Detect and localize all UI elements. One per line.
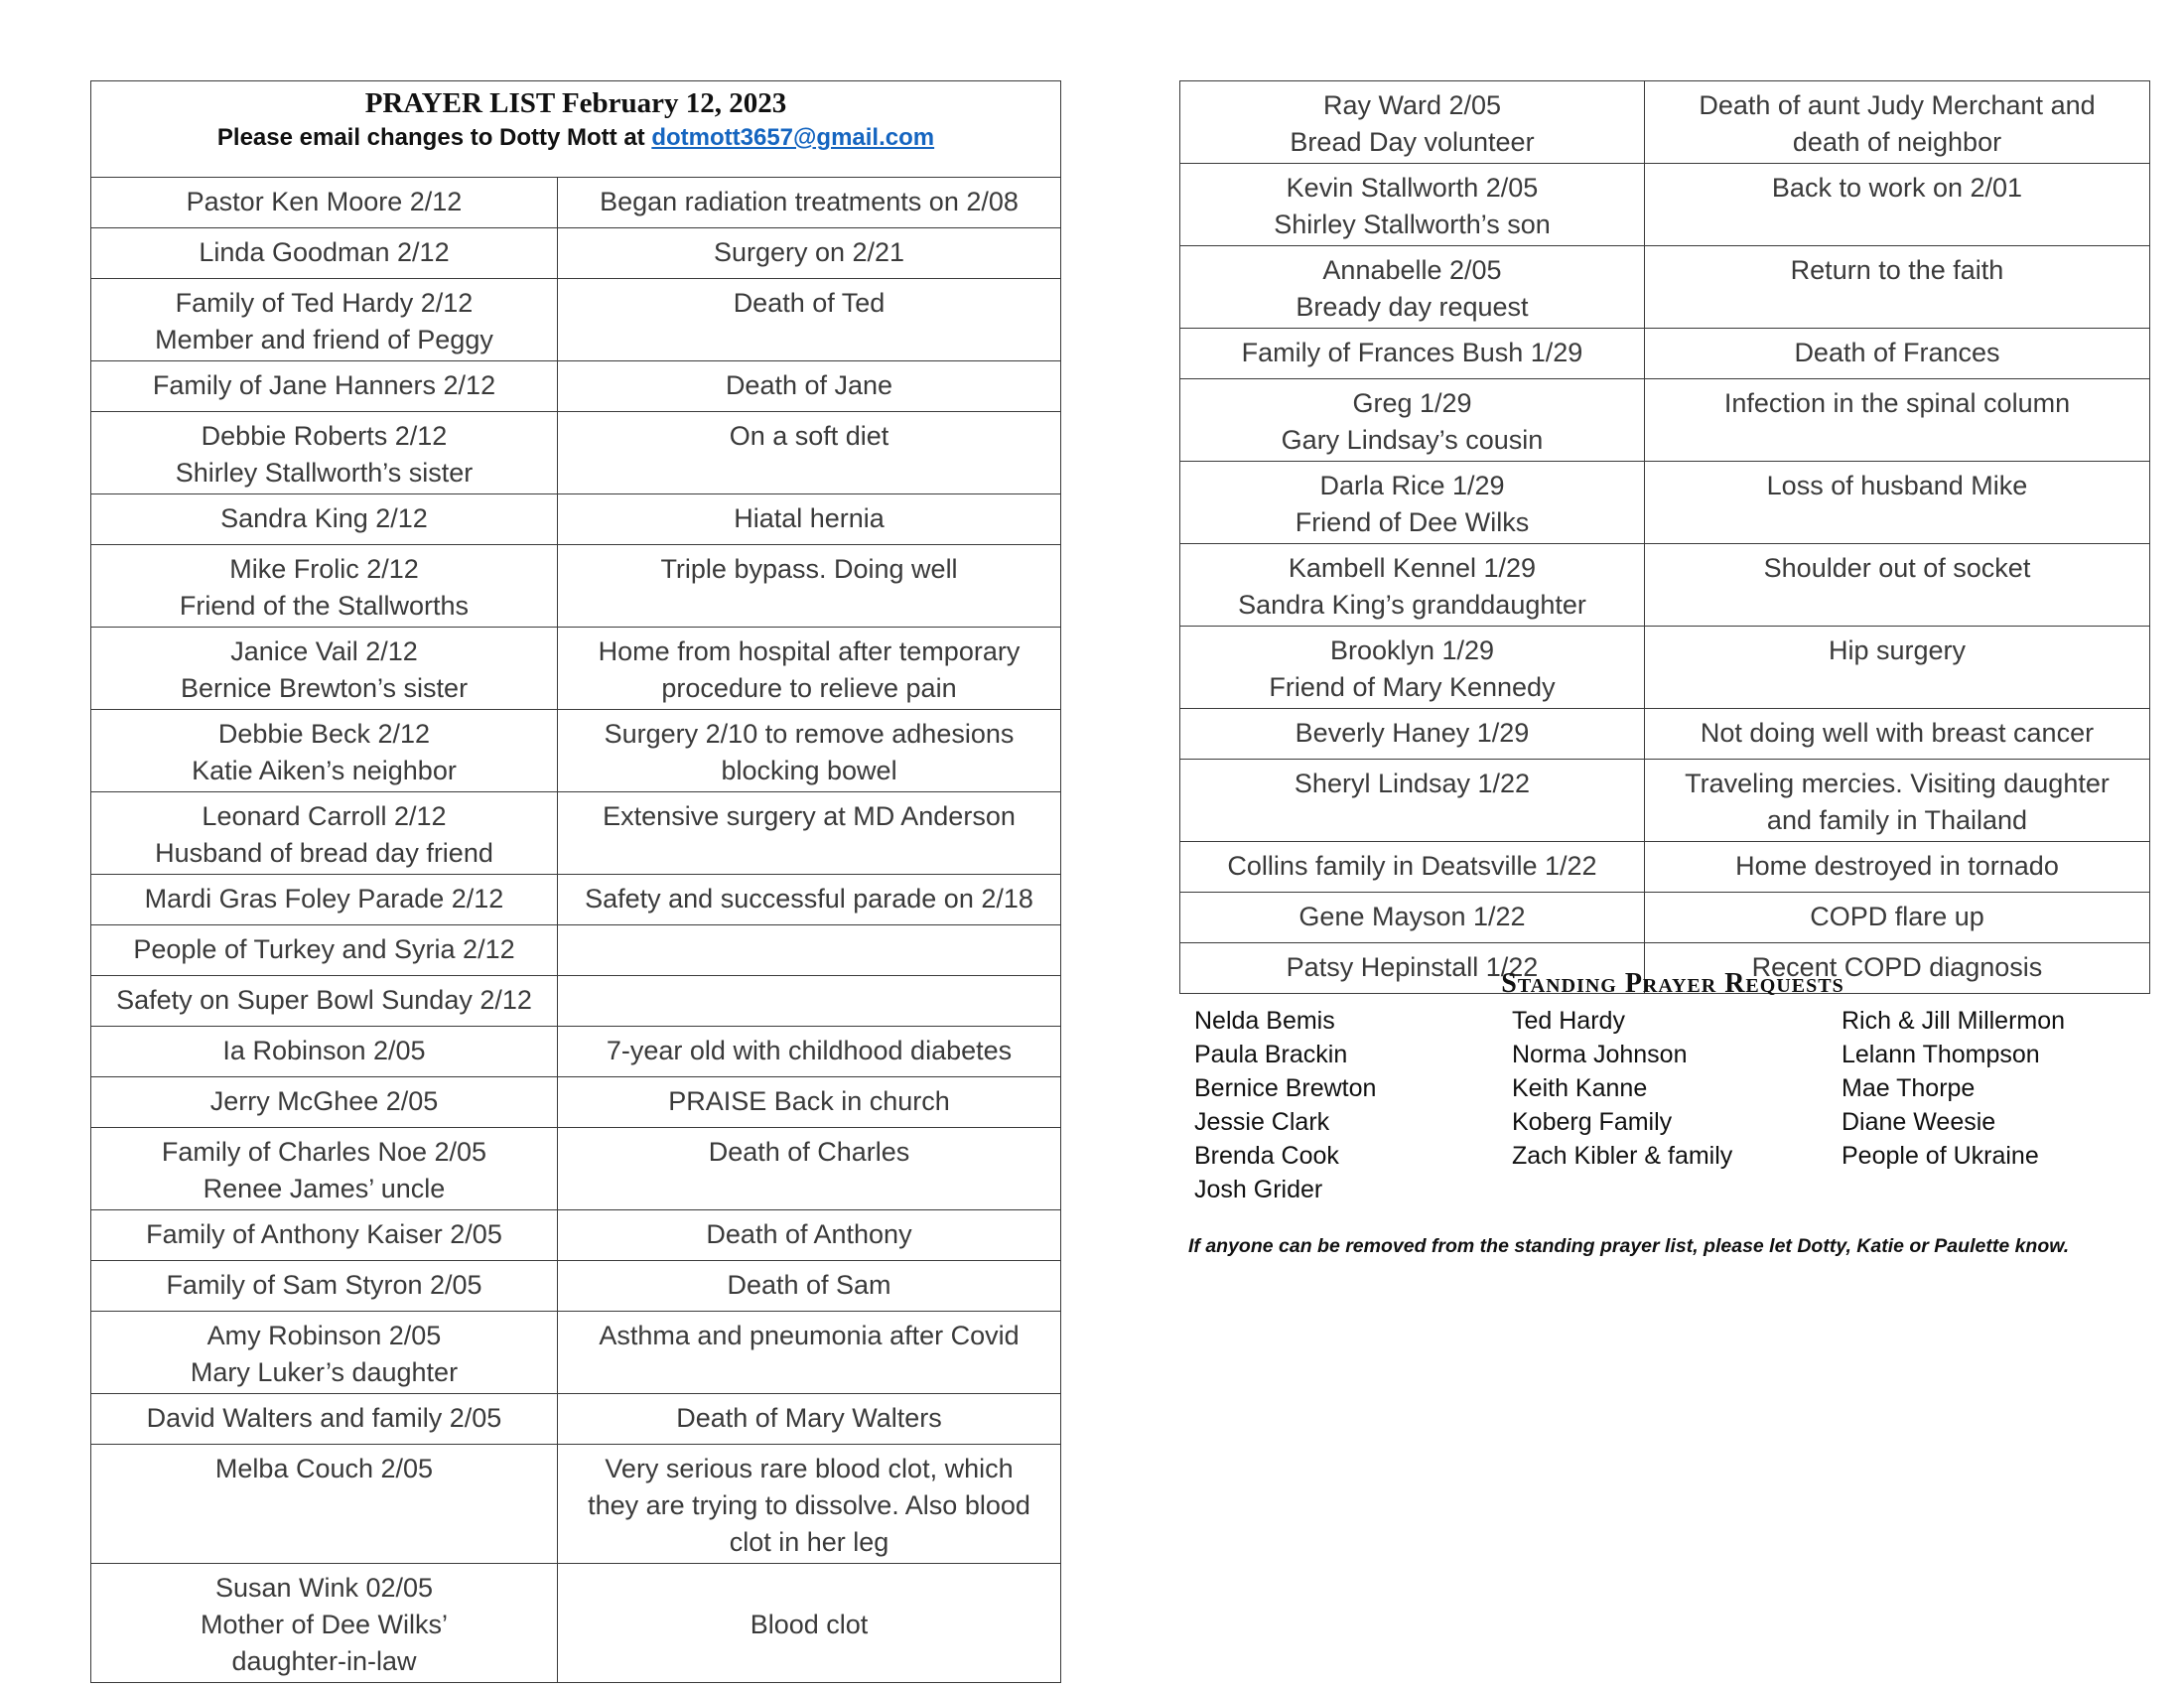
request-line: they are trying to dissolve. Also blood (588, 1490, 1030, 1520)
person-line: Family of Charles Noe 2/05 (161, 1137, 487, 1167)
person-cell (91, 875, 558, 925)
request-cell (1645, 760, 2150, 842)
person-line: Jerry McGhee 2/05 (209, 1086, 439, 1116)
person-line: Melba Couch 2/05 (214, 1454, 434, 1483)
standing-list-note: If anyone can be removed from the standing prayer list, please let Dotty, Katie or Paulette know. (1188, 1235, 2070, 1257)
prayer-list-table-right (1179, 80, 2150, 994)
person-line: Janice Vail 2/12 (230, 636, 418, 666)
table-row (1180, 462, 2150, 544)
standing-name: People of Ukraine (1842, 1142, 2039, 1170)
person-cell (1180, 760, 1645, 842)
table-row (91, 925, 1061, 976)
request-cell (558, 875, 1061, 925)
person-cell (91, 361, 558, 412)
table-row (91, 792, 1061, 875)
person-line: Shirley Stallworth’s son (1274, 210, 1551, 239)
request-line: Death of aunt Judy Merchant and (1699, 90, 2096, 120)
request-line: PRAISE Back in church (668, 1086, 950, 1116)
person-cell (91, 976, 558, 1027)
request-line: Home from hospital after temporary (598, 636, 1021, 666)
request-cell (1645, 329, 2150, 379)
standing-column-1 (1194, 1004, 1376, 1206)
person-cell (91, 1312, 558, 1394)
request-line: Began radiation treatments on 2/08 (600, 187, 1019, 216)
person-line: Gene Mayson 1/22 (1298, 902, 1526, 931)
request-line: Triple bypass. Doing well (660, 554, 958, 584)
table-row (1180, 164, 2150, 246)
request-line: Death of Sam (727, 1270, 891, 1300)
table-row (91, 1128, 1061, 1210)
table-row (91, 178, 1061, 228)
standing-name: Brenda Cook (1194, 1142, 1339, 1170)
person-cell (91, 1128, 558, 1210)
person-cell (91, 412, 558, 494)
request-line: Not doing well with breast cancer (1700, 718, 2095, 748)
person-line: Mary Luker’s daughter (190, 1357, 459, 1387)
person-line: Collins family in Deatsville 1/22 (1227, 851, 1597, 881)
request-line: Hip surgery (1828, 635, 1967, 665)
person-line: Family of Sam Styron 2/05 (166, 1270, 482, 1300)
standing-name: Zach Kibler & family (1512, 1142, 1733, 1170)
request-line: Surgery on 2/21 (713, 237, 905, 267)
request-cell (1645, 81, 2150, 164)
person-line: Mardi Gras Foley Parade 2/12 (144, 884, 504, 914)
request-line: Blood clot (750, 1610, 869, 1639)
request-cell (558, 1445, 1061, 1564)
person-cell (91, 545, 558, 628)
person-cell (91, 1445, 558, 1564)
table-row (91, 628, 1061, 710)
person-cell (91, 792, 558, 875)
table-row (91, 1394, 1061, 1445)
person-cell (91, 1210, 558, 1261)
person-line: David Walters and family 2/05 (146, 1403, 502, 1433)
request-cell (1645, 627, 2150, 709)
person-line: Leonard Carroll 2/12 (202, 801, 447, 831)
standing-name: Ted Hardy (1512, 1007, 1625, 1035)
table-row (1180, 893, 2150, 943)
table-row (91, 545, 1061, 628)
request-line: and family in Thailand (1766, 805, 2028, 835)
person-line: Annabelle 2/05 (1322, 255, 1502, 285)
person-cell (1180, 462, 1645, 544)
person-line: Bread Day volunteer (1290, 127, 1535, 157)
table-row (91, 1445, 1061, 1564)
person-line: Bready day request (1296, 292, 1529, 322)
table-row (91, 875, 1061, 925)
person-line: Ia Robinson 2/05 (222, 1036, 426, 1065)
request-cell (1645, 842, 2150, 893)
request-line: Infection in the spinal column (1723, 388, 2071, 418)
person-cell (1180, 893, 1645, 943)
request-line: procedure to relieve pain (661, 673, 957, 703)
person-line: Sandra King’s granddaughter (1238, 590, 1586, 620)
request-cell (558, 494, 1061, 545)
person-line: Family of Jane Hanners 2/12 (152, 370, 496, 400)
person-line: Brooklyn 1/29 (1329, 635, 1495, 665)
person-cell (91, 1027, 558, 1077)
person-line: Family of Ted Hardy 2/12 (175, 288, 474, 318)
table-row (91, 279, 1061, 361)
prayer-list-table-left (90, 80, 1061, 1683)
standing-column-2 (1512, 1004, 1732, 1173)
table-row (91, 361, 1061, 412)
table-row (1180, 760, 2150, 842)
request-line: On a soft diet (729, 421, 889, 451)
request-line: Surgery 2/10 to remove adhesions (604, 719, 1015, 749)
table-row (91, 1312, 1061, 1394)
person-cell (91, 178, 558, 228)
person-cell (1180, 709, 1645, 760)
table-row (91, 1077, 1061, 1128)
request-line: Recent COPD diagnosis (1751, 952, 2043, 982)
table-row (91, 710, 1061, 792)
table-row (1180, 329, 2150, 379)
request-cell (1645, 709, 2150, 760)
request-cell (1645, 246, 2150, 329)
person-line: Beverly Haney 1/29 (1295, 718, 1530, 748)
person-line: Linda Goodman 2/12 (199, 237, 450, 267)
person-line: Shirley Stallworth’s sister (175, 458, 474, 488)
table-row (1180, 246, 2150, 329)
table-row (1180, 627, 2150, 709)
table-row (1180, 709, 2150, 760)
request-cell (558, 925, 1061, 976)
person-line: Ray Ward 2/05 (1322, 90, 1502, 120)
person-cell (1180, 842, 1645, 893)
person-cell (91, 925, 558, 976)
person-cell (1180, 164, 1645, 246)
table-row (91, 1564, 1061, 1683)
person-cell (91, 494, 558, 545)
email-instructions (99, 123, 1052, 153)
person-line: daughter-in-law (231, 1646, 417, 1676)
table-row (91, 228, 1061, 279)
request-line: Asthma and pneumonia after Covid (599, 1321, 1020, 1350)
person-line: Pastor Ken Moore 2/12 (186, 187, 463, 216)
person-line: Friend of Mary Kennedy (1269, 672, 1556, 702)
person-line: Katie Aiken’s neighbor (192, 756, 457, 785)
request-line: Traveling mercies. Visiting daughter (1685, 769, 2110, 798)
person-line: Kambell Kennel 1/29 (1288, 553, 1537, 583)
request-line: Hiatal hernia (734, 503, 885, 533)
request-line: Back to work on 2/01 (1771, 173, 2023, 203)
request-line: Death of Anthony (706, 1219, 912, 1249)
person-line: Bernice Brewton’s sister (180, 673, 469, 703)
request-line: death of neighbor (1792, 127, 2002, 157)
request-line: Loss of husband Mike (1766, 471, 2028, 500)
standing-prayer-requests (1186, 968, 2159, 1242)
request-cell (558, 1210, 1061, 1261)
request-cell (558, 628, 1061, 710)
table-row (1180, 379, 2150, 462)
person-line: Greg 1/29 (1352, 388, 1472, 418)
request-line: Death of Ted (733, 288, 886, 318)
person-cell (91, 1261, 558, 1312)
request-line: Very serious rare blood clot, which (605, 1454, 1014, 1483)
standing-name: Norma Johnson (1512, 1041, 1688, 1068)
request-line: COPD flare up (1810, 902, 1984, 931)
request-line: blocking bowel (721, 756, 897, 785)
request-cell (1645, 379, 2150, 462)
person-line: People of Turkey and Syria 2/12 (133, 934, 515, 964)
standing-name: Lelann Thompson (1842, 1041, 2040, 1068)
person-cell (91, 228, 558, 279)
standing-name: Mae Thorpe (1842, 1074, 1976, 1102)
person-line: Amy Robinson 2/05 (206, 1321, 442, 1350)
person-line: Debbie Roberts 2/12 (201, 421, 448, 451)
request-cell (558, 710, 1061, 792)
request-cell (558, 545, 1061, 628)
request-line: Death of Mary Walters (676, 1403, 942, 1433)
table-row (91, 1027, 1061, 1077)
request-cell (558, 279, 1061, 361)
request-cell (558, 792, 1061, 875)
table-row (91, 494, 1061, 545)
request-cell (558, 1261, 1061, 1312)
request-cell (558, 1312, 1061, 1394)
standing-name: Paula Brackin (1194, 1041, 1348, 1068)
standing-title: Standing Prayer Requests (1501, 968, 1844, 999)
person-line: Mike Frolic 2/12 (229, 554, 419, 584)
standing-name: Jessie Clark (1194, 1108, 1330, 1136)
person-line: Sheryl Lindsay 1/22 (1294, 769, 1531, 798)
person-cell (91, 710, 558, 792)
person-line: Darla Rice 1/29 (1319, 471, 1505, 500)
person-line: Susan Wink 02/05 (214, 1573, 434, 1603)
request-line: Return to the faith (1790, 255, 2004, 285)
request-cell (1645, 462, 2150, 544)
person-line: Member and friend of Peggy (155, 325, 493, 354)
standing-name: Rich & Jill Millermon (1842, 1007, 2066, 1035)
person-cell (91, 279, 558, 361)
person-cell (1180, 627, 1645, 709)
request-cell (1645, 544, 2150, 627)
table-row (1180, 81, 2150, 164)
person-line: Mother of Dee Wilks’ (200, 1610, 449, 1639)
person-line: Debbie Beck 2/12 (217, 719, 431, 749)
request-cell (558, 412, 1061, 494)
request-cell (558, 1564, 1061, 1683)
request-cell (1645, 164, 2150, 246)
table-row (1180, 842, 2150, 893)
person-cell (91, 1394, 558, 1445)
page-title: PRAYER LIST February 12, 2023 (364, 87, 787, 119)
person-cell (91, 628, 558, 710)
header-cell (91, 81, 1061, 178)
person-cell (1180, 544, 1645, 627)
table-row (1180, 544, 2150, 627)
request-line: Safety and successful parade on 2/18 (585, 884, 1033, 914)
person-cell (1180, 246, 1645, 329)
person-line: Patsy Hepinstall 1/22 (1286, 952, 1539, 982)
request-cell (558, 976, 1061, 1027)
standing-name: Josh Grider (1194, 1176, 1323, 1203)
table-row (91, 1261, 1061, 1312)
person-line: Renee James’ uncle (203, 1174, 446, 1203)
table-row (91, 412, 1061, 494)
request-line: Death of Frances (1794, 338, 2000, 367)
table-row (91, 976, 1061, 1027)
person-line: Sandra King 2/12 (220, 503, 428, 533)
email-link[interactable]: dotmott3657@gmail.com (651, 124, 935, 151)
person-line: Family of Frances Bush 1/29 (1241, 338, 1583, 367)
person-cell (91, 1077, 558, 1128)
email-prefix: Please email changes to Dotty Mott at (216, 124, 652, 151)
request-cell (558, 1027, 1061, 1077)
header-row (91, 81, 1061, 178)
request-cell (558, 1128, 1061, 1210)
table-row (91, 1210, 1061, 1261)
standing-name: Bernice Brewton (1194, 1074, 1377, 1102)
standing-columns (1186, 1004, 2159, 1242)
standing-name: Nelda Bemis (1194, 1007, 1335, 1035)
request-line: clot in her leg (729, 1527, 889, 1557)
person-cell (1180, 379, 1645, 462)
request-line: 7-year old with childhood diabetes (606, 1036, 1013, 1065)
request-cell (1645, 893, 2150, 943)
person-cell (91, 1564, 558, 1683)
person-cell (1180, 329, 1645, 379)
request-line: Death of Jane (725, 370, 893, 400)
person-line: Family of Anthony Kaiser 2/05 (146, 1219, 502, 1249)
person-line: Kevin Stallworth 2/05 (1286, 173, 1539, 203)
request-cell (558, 228, 1061, 279)
person-line: Husband of bread day friend (155, 838, 493, 868)
standing-name: Diane Weesie (1842, 1108, 1996, 1136)
person-cell (1180, 81, 1645, 164)
request-line: Death of Charles (708, 1137, 910, 1167)
request-cell (558, 1394, 1061, 1445)
request-cell (558, 1077, 1061, 1128)
request-cell (558, 361, 1061, 412)
standing-name: Keith Kanne (1512, 1074, 1648, 1102)
request-line: Home destroyed in tornado (1735, 851, 2059, 881)
request-line: Extensive surgery at MD Anderson (603, 801, 1016, 831)
request-cell (558, 178, 1061, 228)
standing-name: Koberg Family (1512, 1108, 1673, 1136)
person-line: Friend of Dee Wilks (1295, 507, 1530, 537)
request-line: Shoulder out of socket (1763, 553, 2031, 583)
person-line: Safety on Super Bowl Sunday 2/12 (116, 985, 532, 1015)
person-line: Gary Lindsay’s cousin (1281, 425, 1544, 455)
standing-column-3 (1842, 1004, 2065, 1173)
person-line: Friend of the Stallworths (179, 591, 470, 621)
